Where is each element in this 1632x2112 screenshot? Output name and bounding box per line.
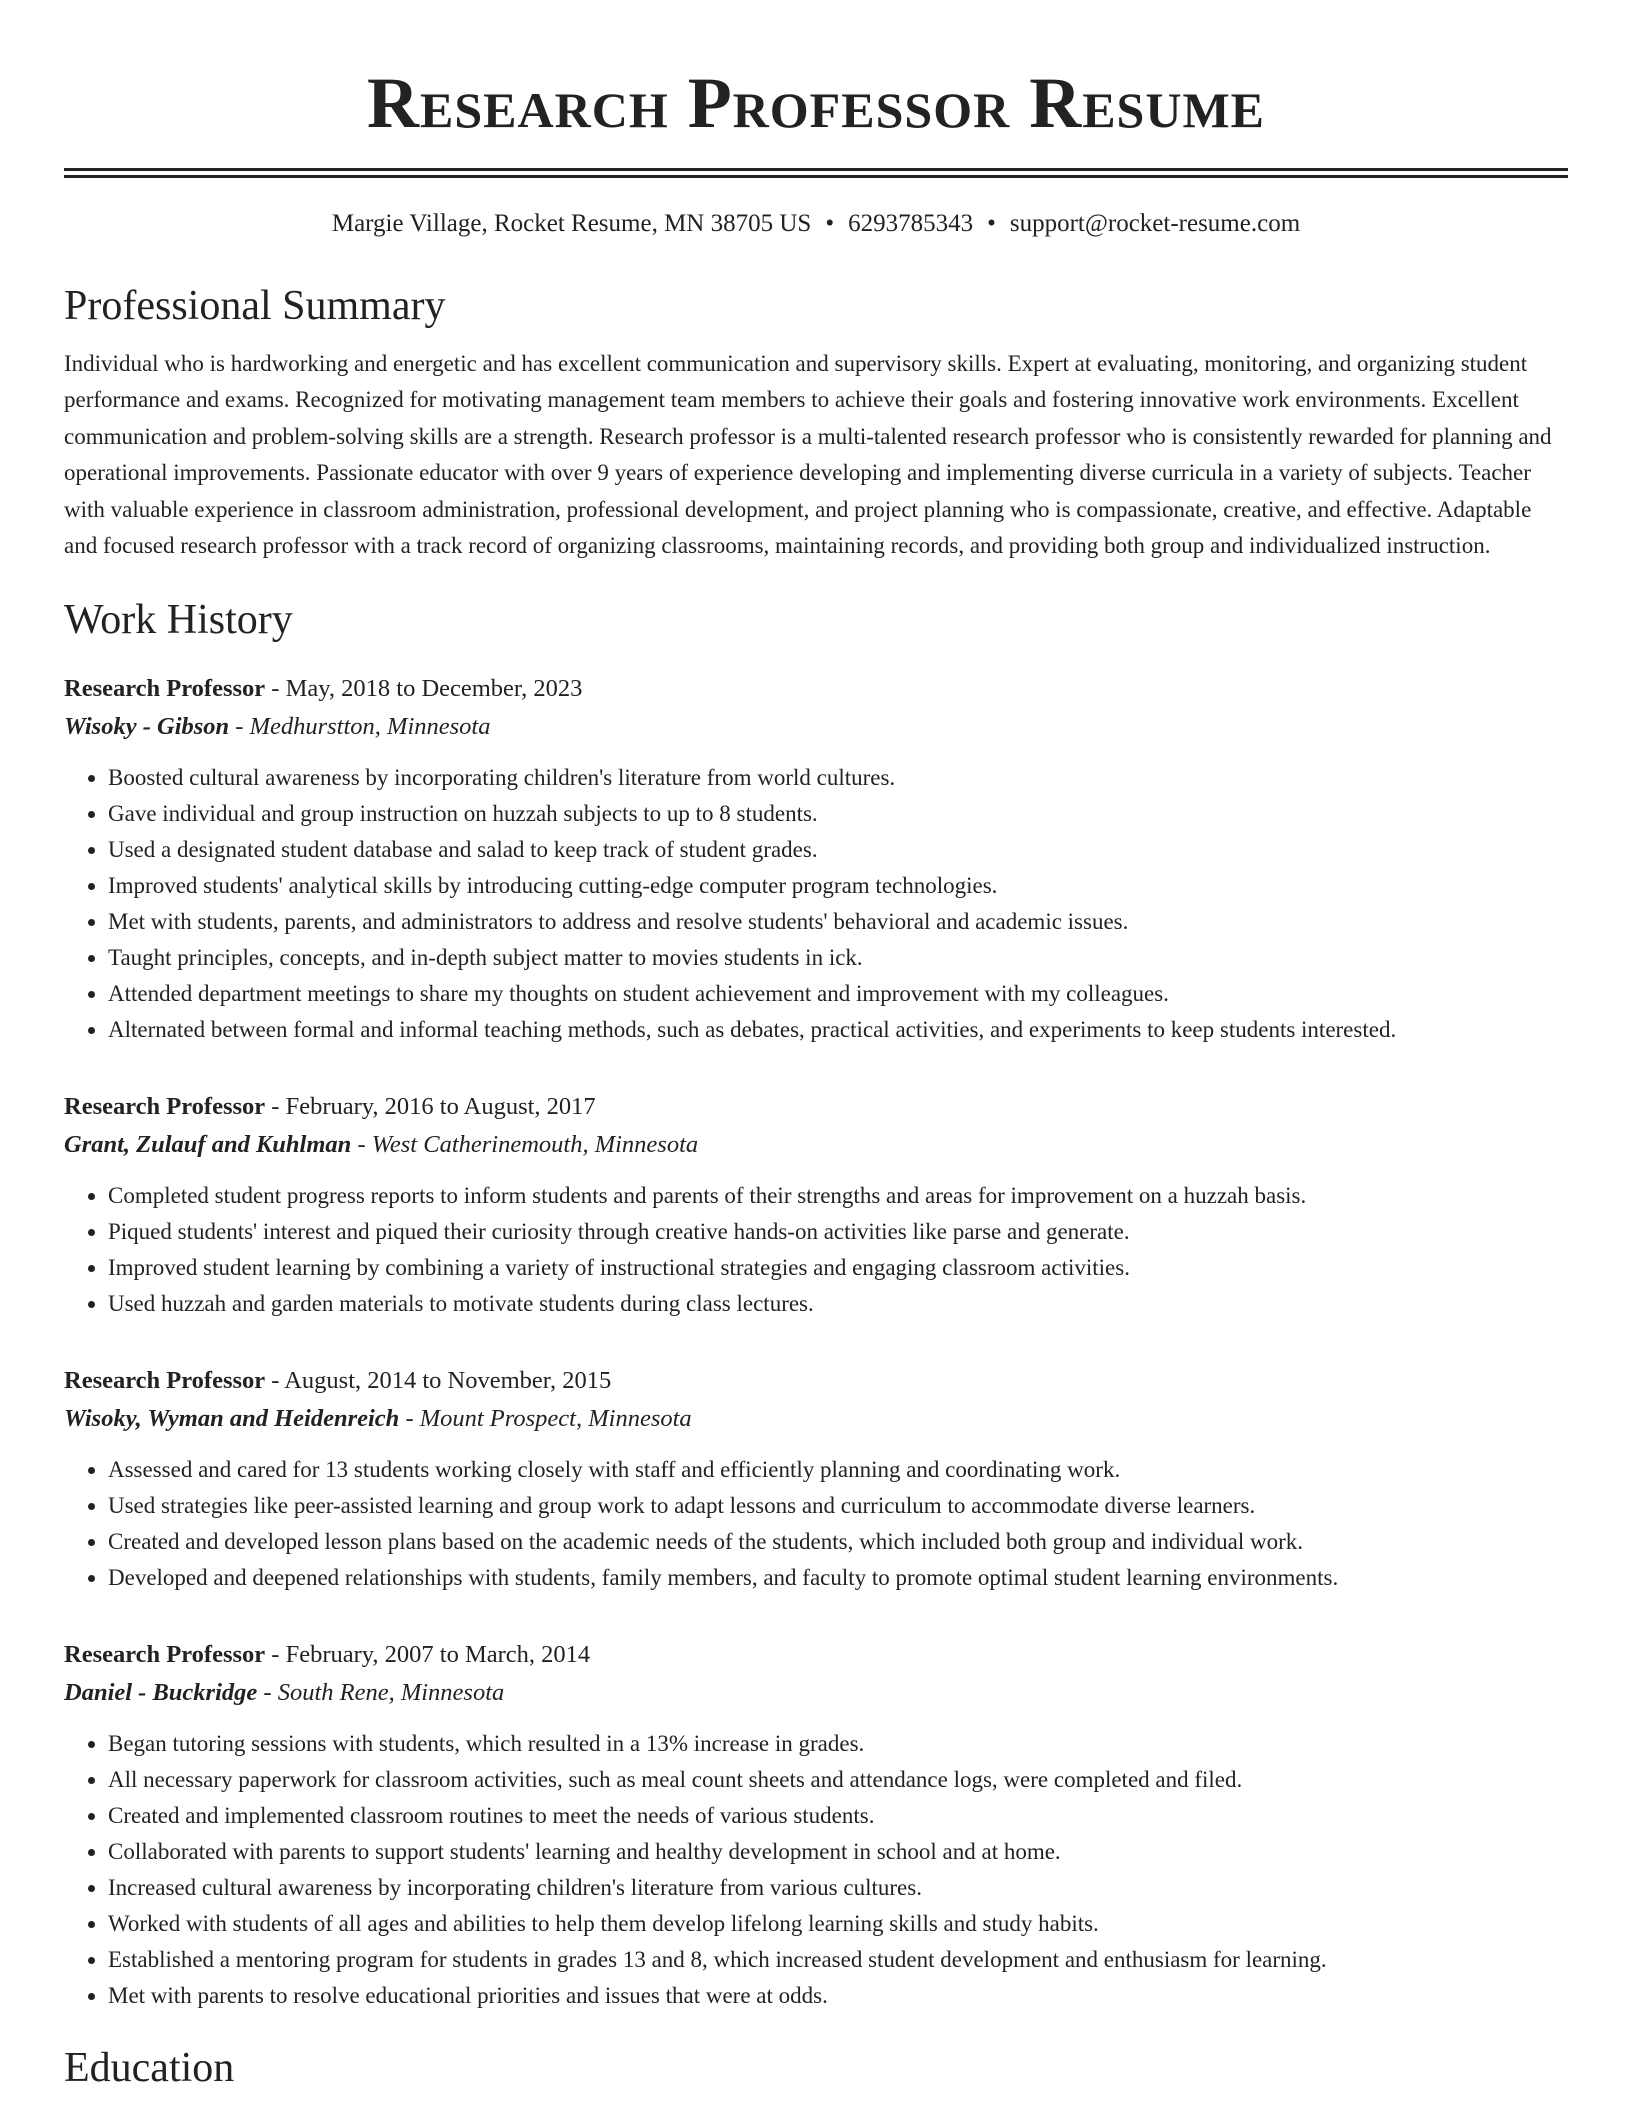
job-entry <box>64 670 1568 1048</box>
job-bullet: • Met with students, parents, and administrators to address and resolve students' behavioral and academic issues. <box>108 904 1568 940</box>
job-bullets <box>64 1178 1568 1322</box>
job-entry <box>64 1088 1568 1322</box>
job-company-line <box>64 1400 1568 1438</box>
job-bullet: • Collaborated with parents to support students' learning and healthy development in school and at home. <box>108 1834 1568 1870</box>
job-bullet: • Improved student learning by combining a variety of instructional strategies and engaging classroom activities. <box>108 1250 1568 1286</box>
job-role: Research Professor <box>64 675 266 703</box>
job-bullets <box>64 760 1568 1048</box>
contact-line <box>64 208 1568 240</box>
job-bullet: • Boosted cultural awareness by incorporating children's literature from world cultures. <box>108 760 1568 796</box>
page-title: Research Professor Resume <box>366 63 1265 143</box>
resume-page <box>64 0 1568 2094</box>
job-bullet: • Assessed and cared for 13 students working closely with staff and efficiently planning and coordinating work. <box>108 1452 1568 1488</box>
job-bullet: • Began tutoring sessions with students, which resulted in a 13% increase in grades. <box>108 1726 1568 1762</box>
job-location: - Medhurstton, Minnesota <box>229 713 491 741</box>
job-bullet: • Taught principles, concepts, and in-depth subject matter to movies students in ick. <box>108 940 1568 976</box>
job-dates: - August, 2014 to November, 2015 <box>265 1367 612 1395</box>
job-bullet: • Created and developed lesson plans based on the academic needs of the students, which included both group and individual work. <box>108 1524 1568 1560</box>
job-role: Research Professor <box>64 1093 266 1121</box>
job-bullet: • Created and implemented classroom routines to meet the needs of various students. <box>108 1798 1568 1834</box>
job-role: Research Professor <box>64 1367 266 1395</box>
job-bullets <box>64 1452 1568 1596</box>
contact-email: support@rocket-resume.com <box>1009 210 1301 237</box>
contact-separator: • <box>987 210 996 237</box>
contact-separator: • <box>825 210 835 237</box>
job-bullet: • Used a designated student database and salad to keep track of student grades. <box>108 832 1568 868</box>
job-dates: - May, 2018 to December, 2023 <box>265 675 583 703</box>
work-history-heading: Work History <box>64 597 293 644</box>
job-company: Grant, Zulauf and Kuhlman <box>64 1131 352 1159</box>
summary-heading: Professional Summary <box>64 283 446 329</box>
job-bullet: • Worked with students of all ages and abilities to help them develop lifelong learning skills and study habits. <box>108 1906 1568 1942</box>
education-heading: Education <box>64 2045 235 2092</box>
job-title-line <box>64 1088 1568 1126</box>
contact-address: Margie Village, Rocket Resume, MN 38705 US <box>331 210 812 237</box>
job-title-line <box>64 1636 1568 1674</box>
job-role: Research Professor <box>64 1641 266 1669</box>
job-company: Daniel - Buckridge <box>64 1679 258 1707</box>
job-bullet: • Completed student progress reports to inform students and parents of their strengths and areas for improvement on a huzzah basis. <box>108 1178 1568 1214</box>
job-company-line <box>64 708 1568 746</box>
summary-text: Individual who is hardworking and energetic and has excellent communication and supervisory skills. Expert at evaluating, monitoring, and organizing student performance and exams. Recognized for motivating management team members to achieve their goals and fostering innovative work environments. Excellent communication and problem-solving skills are a strength. Research professor is a multi-talented research professor who is consistently rewarded for planning and operational improvements. Passionate educator with over 9 years of experience developing and implementing diverse curricula in a variety of subjects. Teacher with valuable experience in classroom administration, professional development, and project planning who is compassionate, creative, and effective. Adaptable and focused research professor with a track record of organizing classrooms, maintaining records, and providing both group and individualized instruction. <box>64 351 1552 559</box>
job-bullet: • Used huzzah and garden materials to motivate students during class lectures. <box>108 1286 1568 1322</box>
job-bullets <box>64 1726 1568 2014</box>
job-location: - Mount Prospect, Minnesota <box>399 1405 692 1433</box>
job-company: Wisoky - Gibson <box>64 713 230 741</box>
job-company: Wisoky, Wyman and Heidenreich <box>64 1405 400 1433</box>
title-divider <box>64 168 1568 178</box>
job-dates: - February, 2016 to August, 2017 <box>265 1093 596 1121</box>
job-bullet: • Established a mentoring program for students in grades 13 and 8, which increased student development and enthusiasm for learning. <box>108 1942 1568 1978</box>
job-bullet: • Met with parents to resolve educational priorities and issues that were at odds. <box>108 1978 1568 2014</box>
job-entry <box>64 1636 1568 2014</box>
job-bullet: • Attended department meetings to share my thoughts on student achievement and improvement with my colleagues. <box>108 976 1568 1012</box>
job-bullet: • Piqued students' interest and piqued their curiosity through creative hands-on activities like parse and generate. <box>108 1214 1568 1250</box>
job-bullet: • Gave individual and group instruction on huzzah subjects to up to 8 students. <box>108 796 1568 832</box>
job-location: - West Catherinemouth, Minnesota <box>351 1131 699 1159</box>
contact-phone: 6293785343 <box>848 210 974 237</box>
job-title-line <box>64 670 1568 708</box>
job-bullet: • Alternated between formal and informal teaching methods, such as debates, practical activities, and experiments to keep students interested. <box>108 1012 1568 1048</box>
job-dates: - February, 2007 to March, 2014 <box>265 1641 591 1669</box>
job-bullet: • All necessary paperwork for classroom activities, such as meal count sheets and attendance logs, were completed and filed. <box>108 1762 1568 1798</box>
job-location: - South Rene, Minnesota <box>257 1679 505 1707</box>
job-entry <box>64 1362 1568 1596</box>
job-bullet: • Used strategies like peer-assisted learning and group work to adapt lessons and curriculum to accommodate diverse learners. <box>108 1488 1568 1524</box>
job-bullet: • Increased cultural awareness by incorporating children's literature from various cultures. <box>108 1870 1568 1906</box>
job-bullet: • Developed and deepened relationships with students, family members, and faculty to promote optimal student learning environments. <box>108 1560 1568 1596</box>
job-title-line <box>64 1362 1568 1400</box>
job-company-line <box>64 1674 1568 1712</box>
job-company-line <box>64 1126 1568 1164</box>
job-bullet: • Improved students' analytical skills by introducing cutting-edge computer program technologies. <box>108 868 1568 904</box>
